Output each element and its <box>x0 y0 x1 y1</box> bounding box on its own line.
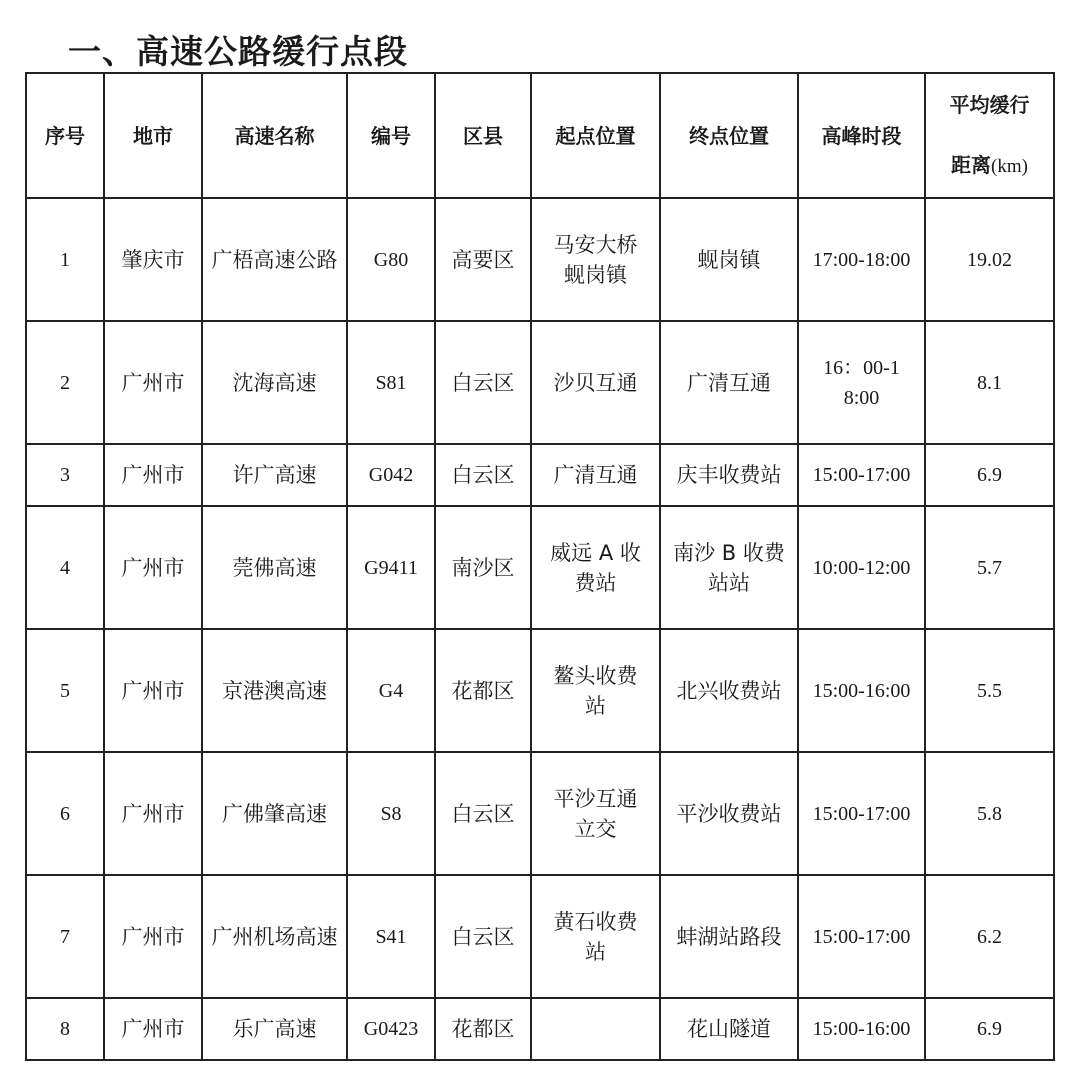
cell-start: 沙贝互通 <box>531 321 660 444</box>
cell-seq: 8 <box>26 998 104 1060</box>
cell-code: S8 <box>347 752 435 875</box>
cell-code: G0423 <box>347 998 435 1060</box>
table-row <box>26 321 1054 444</box>
cell-distance: 5.5 <box>925 629 1054 752</box>
table-row <box>26 629 1054 752</box>
cell-district: 白云区 <box>435 752 531 875</box>
header-city: 地市 <box>104 73 202 198</box>
cell-code: G042 <box>347 444 435 506</box>
header-peak-time: 高峰时段 <box>798 73 925 198</box>
header-start: 起点位置 <box>531 73 660 198</box>
header-avg-distance-line2: 距离 <box>951 152 992 177</box>
header-end: 终点位置 <box>660 73 798 198</box>
cell-end: 蚬岗镇 <box>660 198 798 321</box>
cell-city: 广州市 <box>104 444 202 506</box>
cell-start: 黄石收费站 <box>531 875 660 998</box>
cell-highway-name: 沈海高速 <box>202 321 347 444</box>
cell-start: 威远 A 收费站 <box>531 506 660 629</box>
cell-seq: 3 <box>26 444 104 506</box>
cell-city: 广州市 <box>104 875 202 998</box>
cell-highway-name: 广州机场高速 <box>202 875 347 998</box>
table-row <box>26 752 1054 875</box>
cell-peak-time: 15:00-16:00 <box>798 998 925 1060</box>
cell-city: 广州市 <box>104 752 202 875</box>
cell-highway-name: 莞佛高速 <box>202 506 347 629</box>
cell-code: S81 <box>347 321 435 444</box>
cell-seq: 5 <box>26 629 104 752</box>
cell-peak-time: 15:00-17:00 <box>798 875 925 998</box>
cell-district: 花都区 <box>435 629 531 752</box>
cell-end: 平沙收费站 <box>660 752 798 875</box>
cell-start: 平沙互通立交 <box>531 752 660 875</box>
cell-code: S41 <box>347 875 435 998</box>
cell-highway-name: 广梧高速公路 <box>202 198 347 321</box>
cell-code: G80 <box>347 198 435 321</box>
cell-district: 白云区 <box>435 321 531 444</box>
cell-district: 南沙区 <box>435 506 531 629</box>
cell-peak-time: 17:00-18:00 <box>798 198 925 321</box>
cell-start: 广清互通 <box>531 444 660 506</box>
table-row <box>26 875 1054 998</box>
cell-seq: 2 <box>26 321 104 444</box>
cell-end: 南沙 B 收费站站 <box>660 506 798 629</box>
cell-city: 广州市 <box>104 998 202 1060</box>
header-code: 编号 <box>347 73 435 198</box>
cell-seq: 6 <box>26 752 104 875</box>
header-district: 区县 <box>435 73 531 198</box>
cell-peak-time: 15:00-17:00 <box>798 444 925 506</box>
header-avg-distance-line1: 平均缓行 <box>949 92 1030 117</box>
cell-end: 花山隧道 <box>660 998 798 1060</box>
cell-district: 白云区 <box>435 875 531 998</box>
cell-peak-time: 10:00-12:00 <box>798 506 925 629</box>
cell-distance: 6.2 <box>925 875 1054 998</box>
cell-highway-name: 广佛肇高速 <box>202 752 347 875</box>
cell-end: 广清互通 <box>660 321 798 444</box>
cell-code: G9411 <box>347 506 435 629</box>
cell-peak-time: 16：00-18:00 <box>798 321 925 444</box>
cell-district: 白云区 <box>435 444 531 506</box>
cell-distance: 5.7 <box>925 506 1054 629</box>
header-seq: 序号 <box>26 73 104 198</box>
table-row <box>26 506 1054 629</box>
table-row <box>26 444 1054 506</box>
cell-distance: 8.1 <box>925 321 1054 444</box>
table-row <box>26 198 1054 321</box>
cell-end: 北兴收费站 <box>660 629 798 752</box>
cell-district: 花都区 <box>435 998 531 1060</box>
cell-distance: 6.9 <box>925 998 1054 1060</box>
cell-end: 蚌湖站路段 <box>660 875 798 998</box>
header-highway-name: 高速名称 <box>202 73 347 198</box>
cell-seq: 1 <box>26 198 104 321</box>
cell-distance: 6.9 <box>925 444 1054 506</box>
cell-code: G4 <box>347 629 435 752</box>
cell-distance: 5.8 <box>925 752 1054 875</box>
cell-highway-name: 乐广高速 <box>202 998 347 1060</box>
cell-start: 鳌头收费站 <box>531 629 660 752</box>
header-avg-distance <box>925 73 1054 198</box>
cell-city: 肇庆市 <box>104 198 202 321</box>
cell-district: 高要区 <box>435 198 531 321</box>
cell-city: 广州市 <box>104 321 202 444</box>
cell-distance: 19.02 <box>925 198 1054 321</box>
cell-highway-name: 京港澳高速 <box>202 629 347 752</box>
page-title: 一、高速公路缓行点段 <box>68 32 408 71</box>
table-header-row <box>26 73 1054 198</box>
cell-peak-time: 15:00-16:00 <box>798 629 925 752</box>
cell-end: 庆丰收费站 <box>660 444 798 506</box>
cell-city: 广州市 <box>104 506 202 629</box>
cell-start <box>531 998 660 1060</box>
cell-peak-time: 15:00-17:00 <box>798 752 925 875</box>
cell-seq: 7 <box>26 875 104 998</box>
cell-city: 广州市 <box>104 629 202 752</box>
congestion-table <box>25 72 1055 1061</box>
cell-highway-name: 许广高速 <box>202 444 347 506</box>
cell-seq: 4 <box>26 506 104 629</box>
table-row <box>26 998 1054 1060</box>
header-avg-distance-unit: (km) <box>991 155 1028 177</box>
cell-start: 马安大桥蚬岗镇 <box>531 198 660 321</box>
